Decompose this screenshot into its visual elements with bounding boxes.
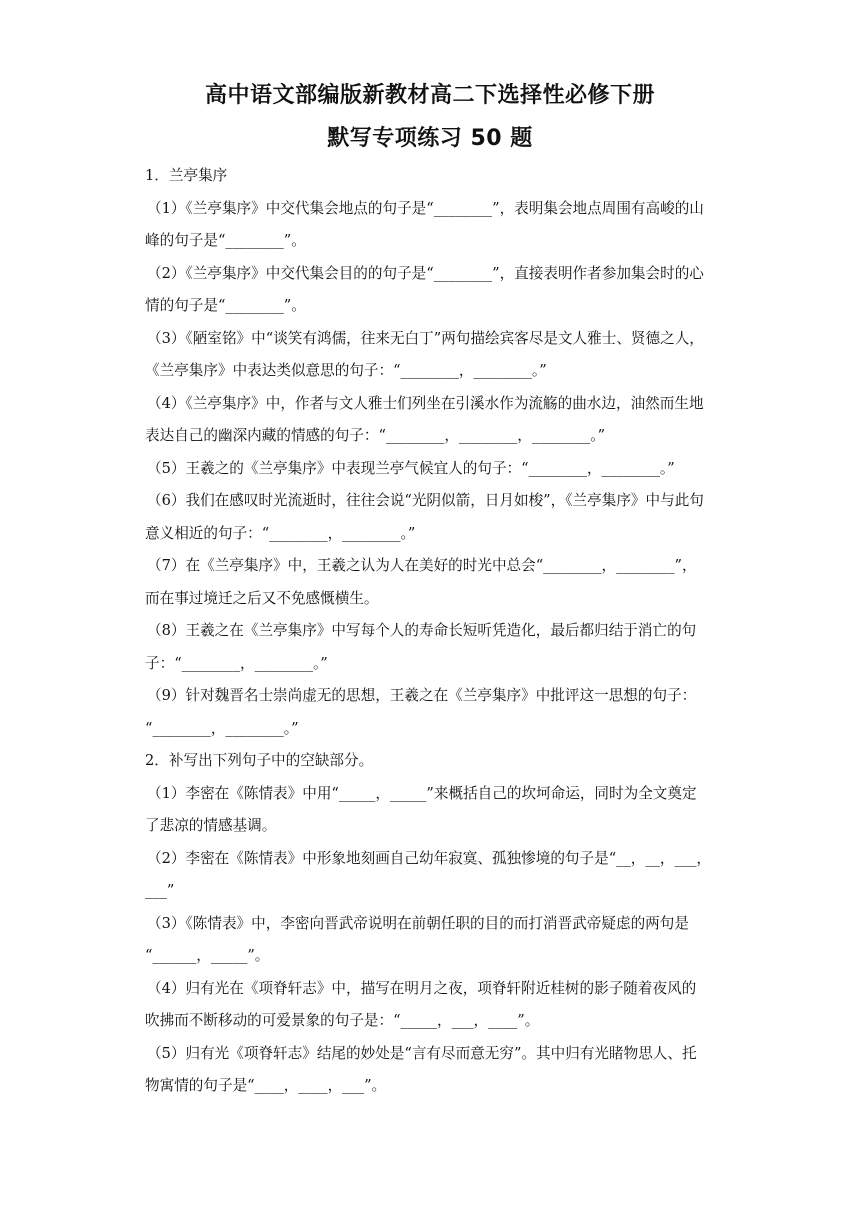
question-text: （1）《兰亭集序》中交代集会地点的句子是“________”，表明集会地点周围有高峻的山	[147, 199, 704, 217]
question-text: （3）《陋室铭》中“谈笑有鸿儒，往来无白丁”两句描绘宾客尽是文人雅士、贤德之人，	[147, 329, 704, 347]
question-text: 了悲凉的情感基调。	[145, 817, 277, 834]
question-heading: 2．补写出下列句子中的空缺部分。	[145, 752, 374, 769]
question-text: （3）《陈情表》中，李密向晋武帝说明在前朝任职的目的而打消晋武帝疑虑的两句是	[147, 914, 689, 932]
question-text: 而在事过境迁之后又不免感慨横生。	[145, 589, 379, 607]
question-heading: 1．兰亭集序	[145, 167, 228, 184]
question-text: 峰的句子是“________”。	[145, 232, 306, 249]
question-text: 表达自己的幽深内藏的情感的句子：“________，________，________。”	[145, 427, 606, 444]
question-text: （9）针对魏晋名士崇尚虚无的思想，王羲之在《兰亭集序》中批评这一思想的句子：	[147, 687, 697, 704]
question-text: 情的句子是“________”。	[145, 297, 306, 314]
document-body	[145, 160, 715, 1103]
question-text: （5）归有光《项脊轩志》结尾的妙处是“言有尽而意无穷”。其中归有光睹物思人、托	[147, 1044, 697, 1062]
question-text: （1）李密在《陈情表》中用“_____，_____”来概括自己的坎坷命运，同时为全文奠定	[147, 784, 697, 802]
question-text: （6）我们在感叹时光流逝时，往往会说“光阴似箭，日月如梭”，《兰亭集序》中与此句	[147, 492, 704, 509]
question-text: （2）《兰亭集序》中交代集会目的的句子是“________”，直接表明作者参加集会时的心	[147, 264, 704, 282]
document-title: 高中语文部编版新教材高二下选择性必修下册	[204, 83, 655, 108]
question-text: （2）李密在《陈情表》中形象地刻画自己幼年寂寞、孤独惨境的句子是“__，__，___，	[147, 849, 712, 867]
question-text: ___”	[145, 882, 175, 899]
question-text: 《兰亭集序》中表达类似意思的句子：“________，________。”	[145, 362, 547, 379]
question-text: （4）归有光在《项脊轩志》中，描写在明月之夜，项脊轩附近桂树的影子随着夜风的	[147, 979, 697, 997]
question-text: 意义相近的句子：“________，________。”	[145, 524, 416, 542]
question-text: “________，________。”	[145, 719, 299, 737]
question-text: （5）王羲之的《兰亭集序》中表现兰亭气候宜人的句子：“________，________。”	[147, 459, 675, 477]
question-text: （7）在《兰亭集序》中，王羲之认为人在美好的时光中总会“________，________”，	[147, 557, 697, 574]
question-text: 物寓情的句子是“____，____，___”。	[145, 1077, 387, 1094]
question-text: （8）王羲之在《兰亭集序》中写每个人的寿命长短听凭造化，最后都归结于消亡的句	[147, 622, 697, 639]
document-subtitle: 默写专项练习 50 题	[327, 126, 533, 151]
question-text: “______，_____”。	[145, 947, 270, 964]
question-text: 子：“________，________。”	[145, 654, 328, 672]
question-text: 吹拂而不断移动的可爱景象的句子是：“_____，___，____”。	[145, 1012, 540, 1029]
question-text: （4）《兰亭集序》中，作者与文人雅士们列坐在引溪水作为流觞的曲水边，油然而生地	[147, 394, 704, 412]
